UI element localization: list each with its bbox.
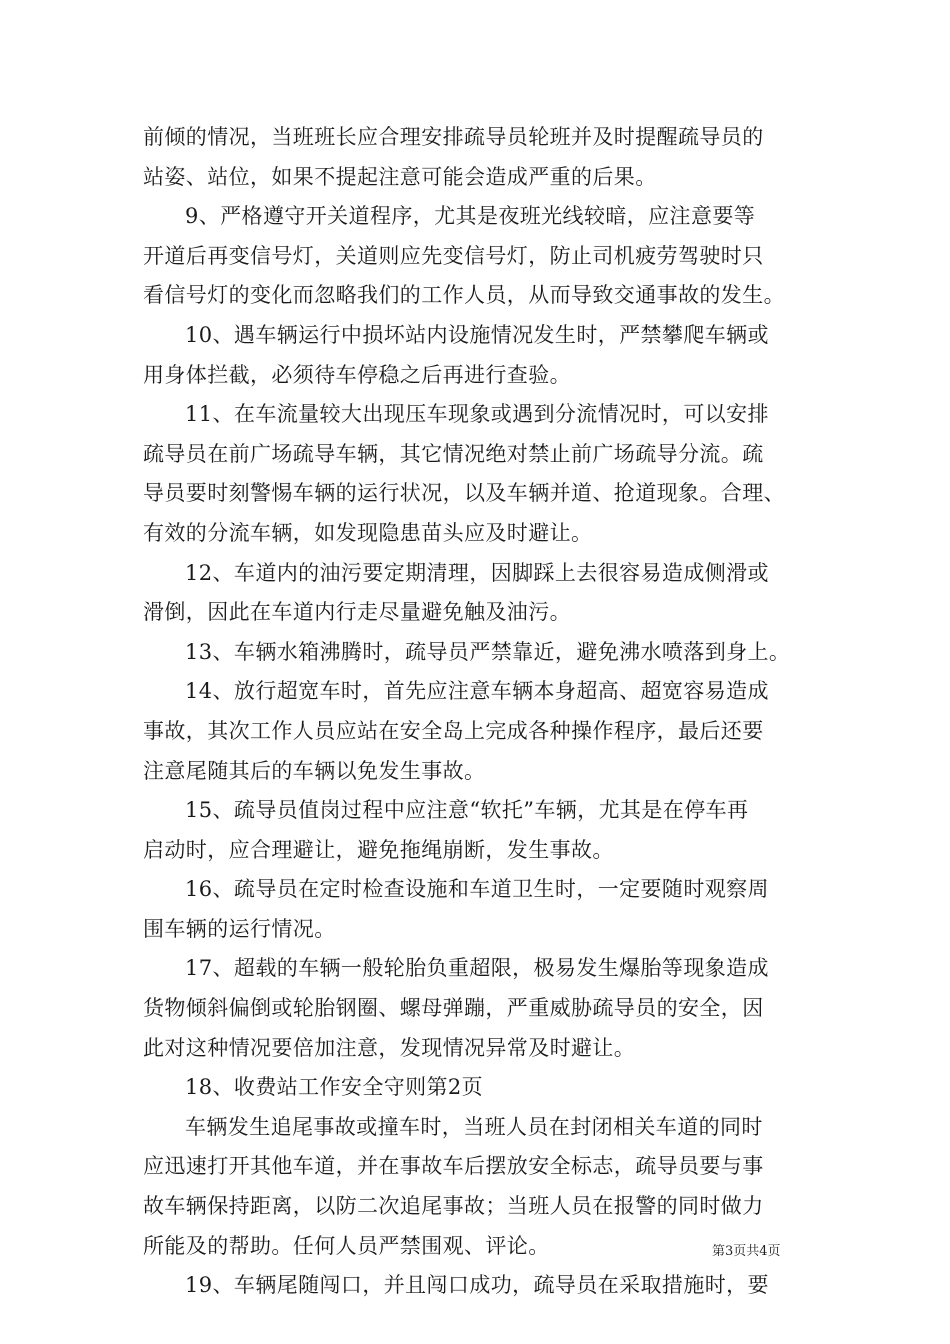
text-line: 围车辆的运行情况。 xyxy=(143,916,336,941)
text-line: 此对这种情况要倍加注意，发现情况异常及时避让。 xyxy=(143,1035,636,1060)
text-line: 货物倾斜偏倒或轮胎钢圈、螺母弹蹦，严重威胁疏导员的安全，因 xyxy=(143,996,764,1021)
text-line: 应迅速打开其他车道，并在事故车后摆放安全标志，疏导员要与事 xyxy=(143,1154,764,1179)
text-line: 18、收费站工作安全守则第2页 xyxy=(185,1075,484,1100)
text-line: 开道后再变信号灯，关道则应先变信号灯，防止司机疲劳驾驶时只 xyxy=(143,243,764,268)
text-line: 19、车辆尾随闯口，并且闯口成功，疏导员在采取措施时，要 xyxy=(185,1273,769,1298)
text-line: 所能及的帮助。任何人员严禁围观、评论。 xyxy=(143,1233,550,1258)
text-line: 10、遇车辆运行中损坏站内设施情况发生时，严禁攀爬车辆或 xyxy=(185,322,769,347)
page-number-footer: 第3页共4页 xyxy=(712,1244,781,1259)
text-line: 启动时，应合理避让，避免拖绳崩断，发生事故。 xyxy=(143,837,614,862)
text-line: 13、车辆水箱沸腾时，疏导员严禁靠近，避免沸水喷落到身上。 xyxy=(185,639,791,664)
text-line: 16、疏导员在定时检查设施和车道卫生时，一定要随时观察周 xyxy=(185,877,769,902)
document-body xyxy=(143,118,811,1306)
text-line: 车辆发生追尾事故或撞车时，当班人员在封闭相关车道的同时 xyxy=(185,1114,763,1139)
text-line: 12、车道内的油污要定期清理，因脚踩上去很容易造成侧滑或 xyxy=(185,560,769,585)
text-line: 站姿、站位，如果不提起注意可能会造成严重的后果。 xyxy=(143,164,657,189)
text-line: 导员要时刻警惕车辆的运行状况，以及车辆并道、抢道现象。合理、 xyxy=(143,481,785,506)
text-line: 有效的分流车辆，如发现隐患苗头应及时避让。 xyxy=(143,520,593,545)
text-line: 14、放行超宽车时，首先应注意车辆本身超高、超宽容易造成 xyxy=(185,679,769,704)
text-line: 看信号灯的变化而忽略我们的工作人员，从而导致交通事故的发生。 xyxy=(143,283,785,308)
text-line: 故车辆保持距离，以防二次追尾事故；当班人员在报警的同时做力 xyxy=(143,1194,764,1219)
text-line: 滑倒，因此在车道内行走尽量避免触及油污。 xyxy=(143,600,571,625)
text-line: 9、严格遵守开关道程序，尤其是夜班光线较暗，应注意要等 xyxy=(185,204,756,229)
text-line: 疏导员在前广场疏导车辆，其它情况绝对禁止前广场疏导分流。疏 xyxy=(143,441,764,466)
text-line: 17、超载的车辆一般轮胎负重超限，极易发生爆胎等现象造成 xyxy=(185,956,769,981)
text-line: 用身体拦截，必须待车停稳之后再进行查验。 xyxy=(143,362,571,387)
text-line: 前倾的情况，当班班长应合理安排疏导员轮班并及时提醒疏导员的 xyxy=(143,125,764,149)
text-line: 注意尾随其后的车辆以免发生事故。 xyxy=(143,758,486,783)
text-line: 事故，其次工作人员应站在安全岛上完成各种操作程序，最后还要 xyxy=(143,718,764,743)
text-line: 11、在车流量较大出现压车现象或遇到分流情况时，可以安排 xyxy=(185,402,769,427)
text-line: 15、疏导员值岗过程中应注意“软托”车辆，尤其是在停车再 xyxy=(185,798,749,823)
